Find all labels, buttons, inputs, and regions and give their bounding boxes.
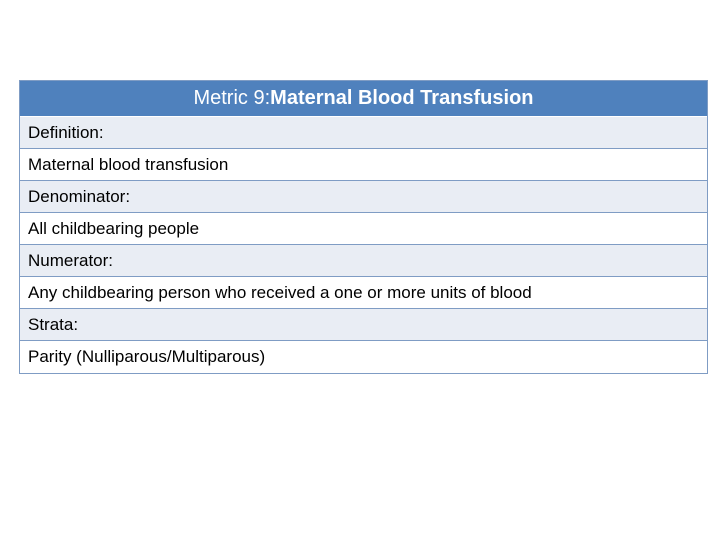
definition-label-row: Definition: — [20, 117, 707, 149]
table-header — [20, 81, 707, 117]
numerator-value-row: Any childbearing person who received a one or more units of blood — [20, 277, 707, 309]
numerator-label-row: Numerator: — [20, 245, 707, 277]
definition-value-row: Maternal blood transfusion — [20, 149, 707, 181]
strata-label-row: Strata: — [20, 309, 707, 341]
denominator-value-row: All childbearing people — [20, 213, 707, 245]
strata-value-row: Parity (Nulliparous/Multiparous) — [20, 341, 707, 373]
metric-title: Maternal Blood Transfusion — [270, 87, 534, 109]
metric-number: Metric 9: — [193, 87, 271, 109]
metric-table — [19, 80, 708, 374]
denominator-label-row: Denominator: — [20, 181, 707, 213]
